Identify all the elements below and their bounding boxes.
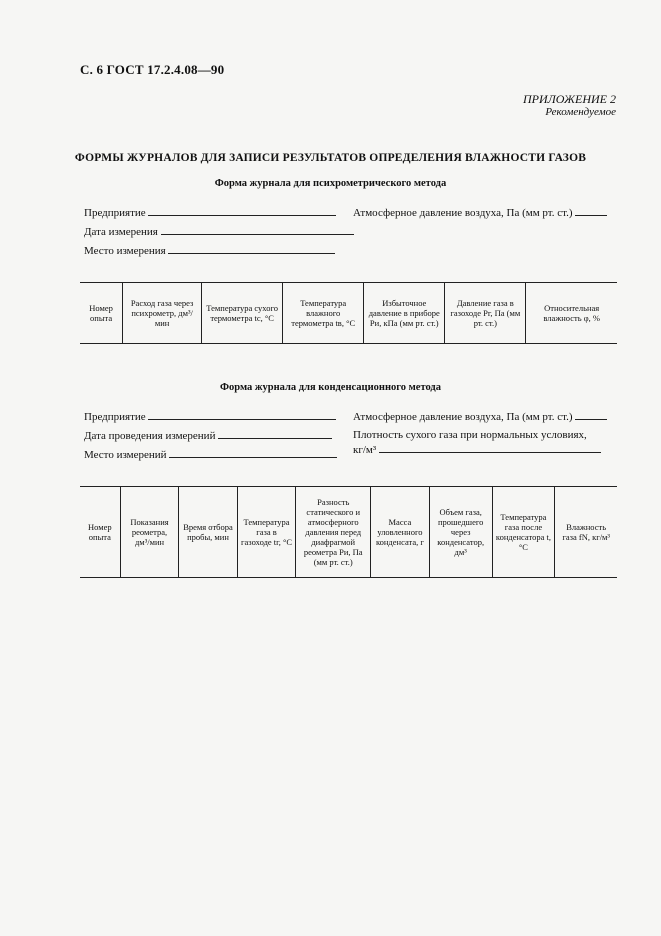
form1-enterprise-label: Предприятие	[84, 207, 146, 219]
form2-place-blank[interactable]	[169, 447, 337, 458]
form2-title: Форма журнала для конденсационного метода	[220, 382, 441, 393]
form1-enterprise-field	[84, 205, 336, 220]
form2-enterprise-blank[interactable]	[148, 409, 336, 420]
form2-col-header: Время отбора пробы, мин	[179, 487, 237, 578]
form1-pressure-label: Атмосферное давление воздуха, Па (мм рт. ст.)	[353, 207, 573, 219]
form2-date-field	[84, 428, 332, 443]
form2-table-header-row	[80, 487, 617, 578]
appendix-label	[523, 93, 616, 119]
form1-col-header: Номер опыта	[80, 283, 123, 344]
form2-density-unit: кг/м³	[353, 444, 377, 456]
form1-place-field	[84, 243, 335, 258]
form1-place-label: Место измерения	[84, 245, 166, 257]
form1-date-blank[interactable]	[161, 224, 354, 235]
form1-pressure-field	[353, 205, 607, 220]
form2-col-header: Разность статического и атмосферного давления перед диафрагмой реометра Pи, Па (мм рт. ст.)	[296, 487, 371, 578]
form2-col-header: Температура газа после конденсатора t, °С	[492, 487, 555, 578]
form1-table	[80, 282, 617, 344]
form2-density-field	[353, 428, 609, 457]
main-title: ФОРМЫ ЖУРНАЛОВ ДЛЯ ЗАПИСИ РЕЗУЛЬТАТОВ ОПРЕДЕЛЕНИЯ ВЛАЖНОСТИ ГАЗОВ	[74, 152, 587, 164]
form1-date-field	[84, 224, 354, 239]
form2-col-header: Масса уловленного конденсата, г	[370, 487, 429, 578]
form1-title: Форма журнала для психрометрического метода	[214, 178, 447, 189]
form1-col-header: Расход газа через психрометр, дм³/мин	[123, 283, 202, 344]
form2-date-label: Дата проведения измерений	[84, 430, 216, 442]
form1-enterprise-blank[interactable]	[148, 205, 336, 216]
form2-pressure-blank[interactable]	[575, 409, 607, 420]
form1-table-header-row	[80, 283, 617, 344]
form2-table	[80, 486, 617, 578]
form2-col-header: Номер опыта	[80, 487, 120, 578]
form1-col-header: Температура сухого термометра tс, °С	[202, 283, 283, 344]
page-header: С. 6 ГОСТ 17.2.4.08—90	[80, 62, 225, 77]
form2-col-header: Показания реометра, дм³/мин	[120, 487, 179, 578]
form2-density-blank[interactable]	[379, 442, 601, 453]
form2-pressure-field	[353, 409, 607, 424]
form2-enterprise-label: Предприятие	[84, 411, 146, 423]
form2-enterprise-field	[84, 409, 336, 424]
form1-col-header: Избыточное давление в приборе Pи, кПа (мм рт. ст.)	[364, 283, 445, 344]
form2-col-header: Температура газа в газоходе tг, °С	[237, 487, 296, 578]
form2-density-label: Плотность сухого газа при нормальных условиях,	[353, 429, 587, 441]
form1-date-label: Дата измерения	[84, 226, 158, 238]
form2-place-field	[84, 447, 337, 462]
form2-date-blank[interactable]	[218, 428, 332, 439]
form2-col-header: Влажность газа fN, кг/м³	[555, 487, 617, 578]
form1-col-header: Давление газа в газоходе Pг, Па (мм рт. ст.)	[445, 283, 526, 344]
appendix-status: Рекомендуемое	[545, 106, 616, 118]
form1-col-header: Температура влажного термометра tв, °С	[283, 283, 364, 344]
form1-pressure-blank[interactable]	[575, 205, 607, 216]
form2-place-label: Место измерений	[84, 449, 167, 461]
form1-col-header: Относительная влажность φ, %	[526, 283, 617, 344]
form1-place-blank[interactable]	[168, 243, 335, 254]
appendix-title: ПРИЛОЖЕНИЕ 2	[523, 92, 616, 106]
form2-pressure-label: Атмосферное давление воздуха, Па (мм рт. ст.)	[353, 411, 573, 423]
form2-col-header: Объем газа, прошедшего через конденсатор, дм³	[429, 487, 492, 578]
